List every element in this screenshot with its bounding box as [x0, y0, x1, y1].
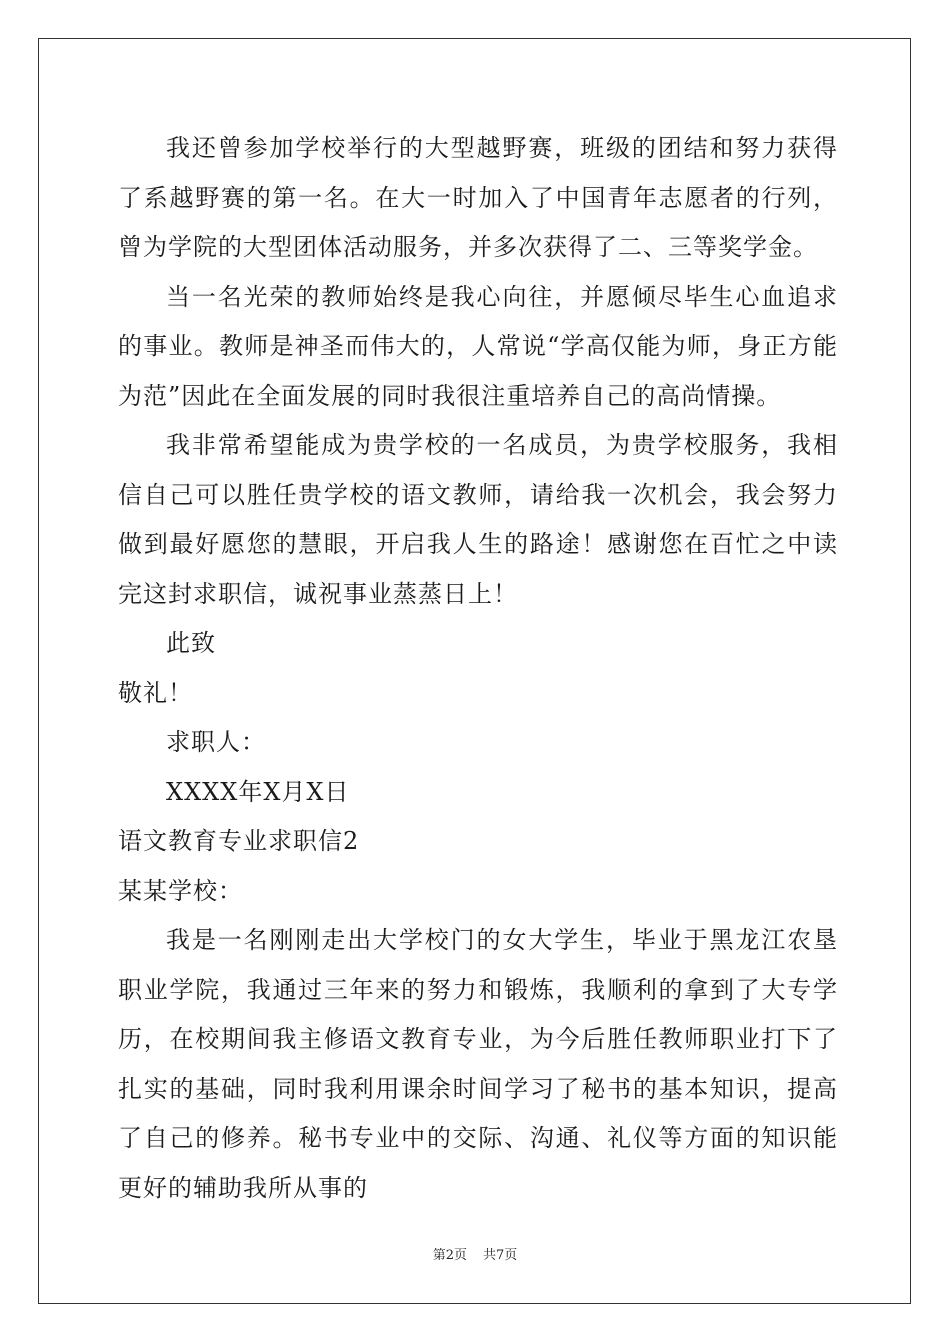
page-number: 第2页: [432, 1248, 467, 1263]
signature-applicant: 求职人：: [166, 728, 266, 756]
letter-greeting: 某某学校：: [118, 876, 243, 905]
section-title: 语文教育专业求职信2: [118, 827, 360, 855]
page-total: 共7页: [483, 1248, 518, 1263]
closing-salutation: 此致: [166, 629, 216, 657]
closing-regards: 敬礼！: [118, 678, 193, 707]
signature-date: XXXX年X月X日: [166, 777, 350, 806]
paragraph-teacher-aspiration: 当一名光荣的教师始终是我心向往，并愿倾尽毕生心血追求的事业。教师是神圣而伟大的，人常说“学高仅能为师，身正方能为范”因此在全面发展的同时我很注重培养自己的高尚情操。: [118, 282, 838, 410]
page-footer: [0, 1244, 950, 1263]
paragraph-introduction: 我是一名刚刚走出大学校门的女大学生，毕业于黑龙江农垦职业学院，我通过三年来的努力和锻炼，我顺利的拿到了大专学历，在校期间我主修语文教育专业，为今后胜任教师职业打下了扎实的基础，同时我利用课余时间学习了秘书的基本知识，提高了自己的修养。秘书专业中的交际、沟通、礼仪等方面的知识能更好的辅助我所从事的: [118, 926, 838, 1202]
document-body: [118, 124, 838, 1213]
paragraph-request: 我非常希望能成为贵学校的一名成员，为贵学校服务，我相信自己可以胜任贵学校的语文教师，请给我一次机会，我会努力做到最好愿您的慧眼，开启我人生的路途！感谢您在百忙之中读完这封求职信，诚祝事业蒸蒸日上！: [118, 431, 838, 608]
paragraph-volunteer: 我还曾参加学校举行的大型越野赛，班级的团结和努力获得了系越野赛的第一名。在大一时加入了中国青年志愿者的行列，曾为学院的大型团体活动服务，并多次获得了二、三等奖学金。: [118, 134, 838, 261]
